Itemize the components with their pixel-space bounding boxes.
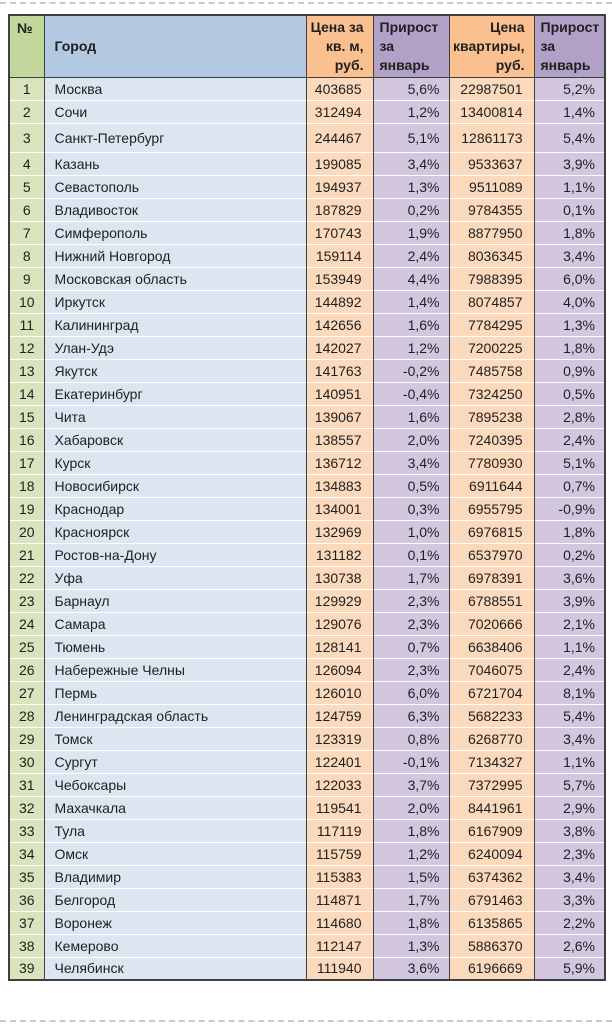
cell-num: 17	[9, 451, 44, 474]
table-row	[9, 566, 605, 589]
cell-growth-sqm-jan: -0,2%	[373, 359, 449, 382]
cell-growth-flat-jan: 2,6%	[534, 934, 605, 957]
cell-growth-flat-jan: 3,9%	[534, 589, 605, 612]
cell-price-sqm: 117119	[306, 819, 373, 842]
table-row	[9, 727, 605, 750]
cell-price-flat: 9533637	[449, 152, 534, 175]
cell-price-sqm: 141763	[306, 359, 373, 382]
cell-growth-flat-jan: 3,8%	[534, 819, 605, 842]
cell-growth-sqm-jan: 1,8%	[373, 819, 449, 842]
cell-price-sqm: 187829	[306, 198, 373, 221]
cell-growth-sqm-jan: 5,1%	[373, 123, 449, 152]
cell-growth-flat-jan: 2,8%	[534, 405, 605, 428]
cell-city: Ленинградская область	[44, 704, 306, 727]
cell-price-flat: 8441961	[449, 796, 534, 819]
cell-num: 23	[9, 589, 44, 612]
cell-price-flat: 7780930	[449, 451, 534, 474]
cell-num: 13	[9, 359, 44, 382]
cell-price-flat: 6167909	[449, 819, 534, 842]
cell-city: Чебоксары	[44, 773, 306, 796]
cell-growth-sqm-jan: 1,2%	[373, 842, 449, 865]
cell-growth-flat-jan: 1,8%	[534, 221, 605, 244]
cell-city: Новосибирск	[44, 474, 306, 497]
table-row	[9, 957, 605, 980]
cell-price-sqm: 126010	[306, 681, 373, 704]
cell-price-sqm: 132969	[306, 520, 373, 543]
cell-price-sqm: 130738	[306, 566, 373, 589]
cell-growth-flat-jan: 0,9%	[534, 359, 605, 382]
cell-price-flat: 6788551	[449, 589, 534, 612]
cell-num: 34	[9, 842, 44, 865]
cell-growth-sqm-jan: 1,2%	[373, 336, 449, 359]
cell-growth-sqm-jan: 0,5%	[373, 474, 449, 497]
cell-growth-flat-jan: 5,1%	[534, 451, 605, 474]
cell-city: Улан-Удэ	[44, 336, 306, 359]
cell-price-sqm: 131182	[306, 543, 373, 566]
table-row	[9, 77, 605, 100]
table-row	[9, 865, 605, 888]
table-row	[9, 842, 605, 865]
cell-num: 20	[9, 520, 44, 543]
cell-city: Белгород	[44, 888, 306, 911]
cell-growth-flat-jan: 3,4%	[534, 244, 605, 267]
cell-city: Уфа	[44, 566, 306, 589]
table-row	[9, 681, 605, 704]
cell-num: 39	[9, 957, 44, 980]
cell-growth-sqm-jan: 1,7%	[373, 888, 449, 911]
cell-price-sqm: 126094	[306, 658, 373, 681]
cell-city: Санкт-Петербург	[44, 123, 306, 152]
cell-growth-sqm-jan: 2,3%	[373, 589, 449, 612]
table-row	[9, 612, 605, 635]
cell-num: 30	[9, 750, 44, 773]
cell-growth-sqm-jan: 1,8%	[373, 911, 449, 934]
cell-price-flat: 7020666	[449, 612, 534, 635]
cell-num: 37	[9, 911, 44, 934]
table-row	[9, 474, 605, 497]
cell-num: 3	[9, 123, 44, 152]
table-row	[9, 336, 605, 359]
cell-price-sqm: 111940	[306, 957, 373, 980]
cell-price-sqm: 115759	[306, 842, 373, 865]
cell-city: Барнаул	[44, 589, 306, 612]
cell-growth-sqm-jan: 6,3%	[373, 704, 449, 727]
cell-growth-flat-jan: 3,3%	[534, 888, 605, 911]
cell-num: 15	[9, 405, 44, 428]
col-header-price-flat: Цена квартиры, руб.	[449, 15, 534, 77]
table-row	[9, 704, 605, 727]
cell-city: Иркутск	[44, 290, 306, 313]
cell-growth-flat-jan: 1,8%	[534, 336, 605, 359]
cell-growth-sqm-jan: 0,2%	[373, 198, 449, 221]
table-row	[9, 359, 605, 382]
table-row	[9, 520, 605, 543]
cell-growth-flat-jan: 1,4%	[534, 100, 605, 123]
cell-price-sqm: 112147	[306, 934, 373, 957]
table-row	[9, 589, 605, 612]
cell-city: Чита	[44, 405, 306, 428]
cell-price-flat: 7485758	[449, 359, 534, 382]
cell-price-flat: 9784355	[449, 198, 534, 221]
cell-growth-flat-jan: 1,3%	[534, 313, 605, 336]
cell-price-sqm: 114871	[306, 888, 373, 911]
cell-price-flat: 6911644	[449, 474, 534, 497]
cell-city: Севастополь	[44, 175, 306, 198]
cell-city: Набережные Челны	[44, 658, 306, 681]
cell-growth-flat-jan: 3,4%	[534, 727, 605, 750]
cell-price-sqm: 403685	[306, 77, 373, 100]
cell-growth-sqm-jan: 4,4%	[373, 267, 449, 290]
cell-growth-sqm-jan: -0,4%	[373, 382, 449, 405]
cell-growth-sqm-jan: 1,7%	[373, 566, 449, 589]
cell-city: Краснодар	[44, 497, 306, 520]
cell-num: 19	[9, 497, 44, 520]
cell-price-sqm: 119541	[306, 796, 373, 819]
col-header-city: Город	[44, 15, 306, 77]
cell-num: 4	[9, 152, 44, 175]
cell-price-flat: 7372995	[449, 773, 534, 796]
cell-num: 28	[9, 704, 44, 727]
cell-price-sqm: 159114	[306, 244, 373, 267]
cell-num: 8	[9, 244, 44, 267]
cell-price-flat: 7134327	[449, 750, 534, 773]
cell-growth-flat-jan: 4,0%	[534, 290, 605, 313]
cell-price-flat: 8877950	[449, 221, 534, 244]
cell-price-flat: 7200225	[449, 336, 534, 359]
cell-growth-sqm-jan: 3,4%	[373, 152, 449, 175]
cell-growth-sqm-jan: -0,1%	[373, 750, 449, 773]
cell-price-flat: 7324250	[449, 382, 534, 405]
cell-growth-sqm-jan: 3,4%	[373, 451, 449, 474]
cell-num: 25	[9, 635, 44, 658]
cell-price-sqm: 194937	[306, 175, 373, 198]
cell-growth-sqm-jan: 1,5%	[373, 865, 449, 888]
col-header-num: №	[9, 15, 44, 77]
cell-price-sqm: 312494	[306, 100, 373, 123]
cell-city: Ростов-на-Дону	[44, 543, 306, 566]
table-row	[9, 773, 605, 796]
table-row	[9, 382, 605, 405]
cell-price-flat: 9511089	[449, 175, 534, 198]
col-header-growth-flat: Прирост за январь	[534, 15, 605, 77]
cell-price-flat: 13400814	[449, 100, 534, 123]
cell-city: Омск	[44, 842, 306, 865]
cell-price-sqm: 139067	[306, 405, 373, 428]
col-header-price-sqm: Цена за кв. м, руб.	[306, 15, 373, 77]
cell-num: 29	[9, 727, 44, 750]
page-break-line-top	[0, 2, 612, 4]
cell-num: 6	[9, 198, 44, 221]
table-row	[9, 152, 605, 175]
cell-growth-sqm-jan: 2,0%	[373, 796, 449, 819]
cell-num: 24	[9, 612, 44, 635]
cell-growth-sqm-jan: 1,3%	[373, 175, 449, 198]
cell-price-sqm: 244467	[306, 123, 373, 152]
cell-growth-flat-jan: 6,0%	[534, 267, 605, 290]
cell-growth-flat-jan: 5,9%	[534, 957, 605, 980]
cell-price-sqm: 114680	[306, 911, 373, 934]
cell-growth-flat-jan: 2,9%	[534, 796, 605, 819]
cell-price-flat: 12861173	[449, 123, 534, 152]
cell-price-flat: 8074857	[449, 290, 534, 313]
cell-num: 12	[9, 336, 44, 359]
table-row	[9, 221, 605, 244]
cell-growth-sqm-jan: 1,6%	[373, 405, 449, 428]
cell-city: Симферополь	[44, 221, 306, 244]
cell-growth-sqm-jan: 1,2%	[373, 100, 449, 123]
cell-price-sqm: 122401	[306, 750, 373, 773]
cell-price-flat: 6791463	[449, 888, 534, 911]
cell-growth-flat-jan: 2,2%	[534, 911, 605, 934]
cell-growth-flat-jan: -0,9%	[534, 497, 605, 520]
cell-city: Челябинск	[44, 957, 306, 980]
cell-city: Самара	[44, 612, 306, 635]
cell-price-flat: 7988395	[449, 267, 534, 290]
table-row	[9, 658, 605, 681]
table-row	[9, 888, 605, 911]
cell-city: Тюмень	[44, 635, 306, 658]
cell-city: Нижний Новгород	[44, 244, 306, 267]
cell-city: Красноярск	[44, 520, 306, 543]
cell-price-sqm: 144892	[306, 290, 373, 313]
page-break-line-bottom	[0, 1020, 612, 1022]
cell-num: 27	[9, 681, 44, 704]
cell-num: 38	[9, 934, 44, 957]
cell-price-sqm: 199085	[306, 152, 373, 175]
cell-city: Томск	[44, 727, 306, 750]
table-row	[9, 819, 605, 842]
cell-growth-sqm-jan: 3,7%	[373, 773, 449, 796]
table-row	[9, 175, 605, 198]
cell-growth-sqm-jan: 6,0%	[373, 681, 449, 704]
cell-num: 36	[9, 888, 44, 911]
cell-num: 16	[9, 428, 44, 451]
table-row	[9, 750, 605, 773]
cell-num: 32	[9, 796, 44, 819]
table-row	[9, 244, 605, 267]
cell-price-sqm: 122033	[306, 773, 373, 796]
table-row	[9, 635, 605, 658]
cell-price-flat: 7784295	[449, 313, 534, 336]
cell-growth-flat-jan: 1,1%	[534, 750, 605, 773]
cell-growth-flat-jan: 0,2%	[534, 543, 605, 566]
cell-growth-sqm-jan: 5,6%	[373, 77, 449, 100]
cell-city: Калининград	[44, 313, 306, 336]
cell-growth-flat-jan: 2,1%	[534, 612, 605, 635]
table-row	[9, 290, 605, 313]
cell-num: 2	[9, 100, 44, 123]
cell-price-sqm: 136712	[306, 451, 373, 474]
cell-price-sqm: 170743	[306, 221, 373, 244]
header-row	[9, 15, 605, 77]
cell-growth-flat-jan: 8,1%	[534, 681, 605, 704]
cell-growth-flat-jan: 1,8%	[534, 520, 605, 543]
table-body	[9, 77, 605, 980]
cell-growth-sqm-jan: 2,3%	[373, 658, 449, 681]
cell-price-sqm: 142656	[306, 313, 373, 336]
cell-price-sqm: 115383	[306, 865, 373, 888]
table-row	[9, 100, 605, 123]
cell-price-flat: 6196669	[449, 957, 534, 980]
cell-num: 14	[9, 382, 44, 405]
cell-city: Московская область	[44, 267, 306, 290]
cell-price-sqm: 129076	[306, 612, 373, 635]
cell-price-sqm: 153949	[306, 267, 373, 290]
cell-price-flat: 7240395	[449, 428, 534, 451]
cell-num: 33	[9, 819, 44, 842]
cell-price-sqm: 128141	[306, 635, 373, 658]
cell-price-sqm: 138557	[306, 428, 373, 451]
table-row	[9, 911, 605, 934]
table-row	[9, 451, 605, 474]
cell-price-flat: 6976815	[449, 520, 534, 543]
cell-city: Сургут	[44, 750, 306, 773]
city-price-table	[8, 14, 606, 981]
cell-price-sqm: 124759	[306, 704, 373, 727]
cell-num: 1	[9, 77, 44, 100]
cell-growth-sqm-jan: 1,6%	[373, 313, 449, 336]
cell-growth-flat-jan: 0,1%	[534, 198, 605, 221]
cell-growth-sqm-jan: 3,6%	[373, 957, 449, 980]
cell-city: Владивосток	[44, 198, 306, 221]
cell-growth-sqm-jan: 1,9%	[373, 221, 449, 244]
cell-city: Пермь	[44, 681, 306, 704]
cell-price-sqm: 129929	[306, 589, 373, 612]
table-row	[9, 796, 605, 819]
cell-num: 11	[9, 313, 44, 336]
table-row	[9, 497, 605, 520]
cell-growth-flat-jan: 1,1%	[534, 175, 605, 198]
cell-city: Владимир	[44, 865, 306, 888]
cell-price-flat: 5886370	[449, 934, 534, 957]
cell-price-flat: 8036345	[449, 244, 534, 267]
cell-growth-flat-jan: 0,5%	[534, 382, 605, 405]
cell-price-flat: 6135865	[449, 911, 534, 934]
cell-growth-sqm-jan: 0,7%	[373, 635, 449, 658]
cell-city: Курск	[44, 451, 306, 474]
cell-price-flat: 6721704	[449, 681, 534, 704]
cell-num: 18	[9, 474, 44, 497]
cell-price-flat: 6537970	[449, 543, 534, 566]
cell-growth-flat-jan: 3,9%	[534, 152, 605, 175]
cell-price-flat: 7046075	[449, 658, 534, 681]
cell-price-flat: 7895238	[449, 405, 534, 428]
cell-city: Махачкала	[44, 796, 306, 819]
cell-growth-sqm-jan: 1,3%	[373, 934, 449, 957]
cell-city: Воронеж	[44, 911, 306, 934]
cell-price-flat: 22987501	[449, 77, 534, 100]
cell-price-sqm: 134001	[306, 497, 373, 520]
cell-growth-sqm-jan: 2,4%	[373, 244, 449, 267]
cell-growth-flat-jan: 5,4%	[534, 704, 605, 727]
cell-num: 22	[9, 566, 44, 589]
cell-city: Кемерово	[44, 934, 306, 957]
cell-num: 5	[9, 175, 44, 198]
cell-growth-sqm-jan: 1,4%	[373, 290, 449, 313]
cell-price-sqm: 134883	[306, 474, 373, 497]
cell-city: Хабаровск	[44, 428, 306, 451]
cell-price-flat: 6978391	[449, 566, 534, 589]
cell-price-sqm: 140951	[306, 382, 373, 405]
cell-growth-flat-jan: 1,1%	[534, 635, 605, 658]
cell-city: Москва	[44, 77, 306, 100]
cell-growth-flat-jan: 2,3%	[534, 842, 605, 865]
cell-growth-flat-jan: 5,2%	[534, 77, 605, 100]
cell-growth-sqm-jan: 0,1%	[373, 543, 449, 566]
cell-num: 35	[9, 865, 44, 888]
cell-growth-flat-jan: 5,4%	[534, 123, 605, 152]
cell-price-flat: 6638406	[449, 635, 534, 658]
cell-num: 7	[9, 221, 44, 244]
table-row	[9, 198, 605, 221]
cell-city: Якутск	[44, 359, 306, 382]
cell-num: 26	[9, 658, 44, 681]
table-row	[9, 405, 605, 428]
cell-growth-flat-jan: 2,4%	[534, 658, 605, 681]
cell-city: Сочи	[44, 100, 306, 123]
cell-growth-sqm-jan: 2,0%	[373, 428, 449, 451]
cell-num: 9	[9, 267, 44, 290]
cell-city: Тула	[44, 819, 306, 842]
cell-num: 21	[9, 543, 44, 566]
cell-price-flat: 6374362	[449, 865, 534, 888]
cell-growth-sqm-jan: 0,3%	[373, 497, 449, 520]
col-header-growth-sqm: Прирост за январь	[373, 15, 449, 77]
cell-city: Казань	[44, 152, 306, 175]
table-row	[9, 123, 605, 152]
table-row	[9, 934, 605, 957]
table-row	[9, 428, 605, 451]
cell-price-sqm: 123319	[306, 727, 373, 750]
cell-growth-sqm-jan: 1,0%	[373, 520, 449, 543]
cell-price-flat: 6268770	[449, 727, 534, 750]
cell-growth-sqm-jan: 0,8%	[373, 727, 449, 750]
cell-growth-sqm-jan: 2,3%	[373, 612, 449, 635]
cell-price-sqm: 142027	[306, 336, 373, 359]
cell-growth-flat-jan: 0,7%	[534, 474, 605, 497]
cell-price-flat: 6955795	[449, 497, 534, 520]
cell-growth-flat-jan: 5,7%	[534, 773, 605, 796]
cell-num: 10	[9, 290, 44, 313]
table-row	[9, 267, 605, 290]
cell-growth-flat-jan: 2,4%	[534, 428, 605, 451]
cell-num: 31	[9, 773, 44, 796]
cell-city: Екатеринбург	[44, 382, 306, 405]
cell-growth-flat-jan: 3,6%	[534, 566, 605, 589]
cell-price-flat: 5682233	[449, 704, 534, 727]
table-row	[9, 543, 605, 566]
cell-growth-flat-jan: 3,4%	[534, 865, 605, 888]
table-row	[9, 313, 605, 336]
cell-price-flat: 6240094	[449, 842, 534, 865]
